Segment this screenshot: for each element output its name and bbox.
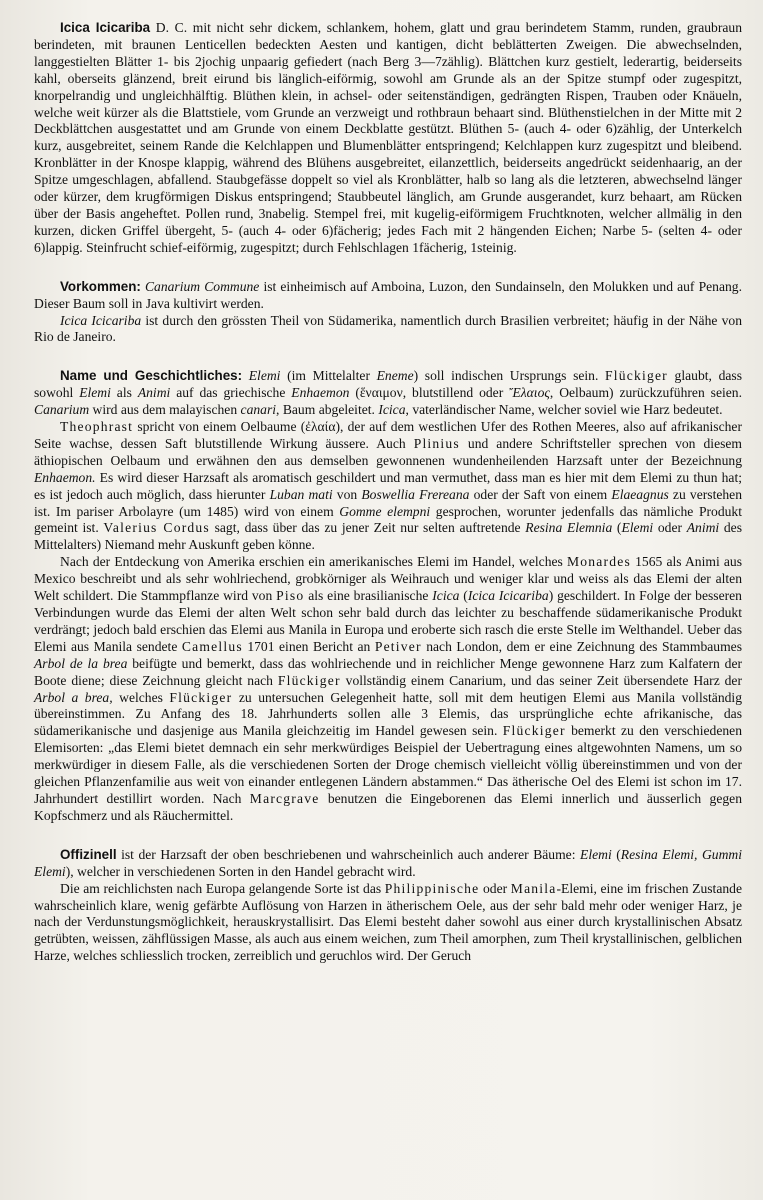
text: wird aus dem malayischen [89, 402, 241, 418]
text: Es wird dieser Harzsaft als aromatisch geschildert und man vermuthet, dass man es hier mit dem Elemi zu thun hat; es ist jedoch auch möglich, dass hierunter [34, 469, 742, 502]
text: 1565 als Animi aus Mexico beschreibt und als sehr wohlriechend, grobkörniger als Weihrauch und weniger klar und weiss als das Elemi der alten Welt schildert. Die Stammpflanze wird von [34, 554, 742, 604]
italic-term: canari [240, 402, 277, 418]
italic-term: Enhaemon [291, 385, 350, 401]
italic-term: Luban mati [269, 486, 333, 502]
text: Nach der Entdeckung von Amerika erschien ein amerikanisches Elemi im Handel, welches [60, 554, 567, 570]
text: (im Mittelalter [280, 368, 377, 384]
text: von [332, 486, 362, 502]
italic-term: Ἔλαιος [509, 385, 550, 401]
name-heading: Name und Geschichtliches: [60, 368, 243, 384]
history-paragraph-1 [34, 419, 742, 554]
text: , vaterländischer Name, welcher soviel wie Harz bedeutet. [405, 402, 723, 418]
vorkommen-heading: Vorkommen: [60, 278, 141, 294]
text: oder der Saft von einem [469, 486, 612, 502]
italic-term: Resina Elemnia [525, 520, 613, 536]
vorkommen-text: ist einheimisch auf Amboina, Luzon, den Sundainseln, den Molukken und auf Penang. Dieser Baum soll in Java kultivirt werden. [34, 278, 742, 311]
text: vollständig einem Canarium, und das seiner Zeit übersendete Harz der [340, 672, 742, 688]
text: ( [612, 520, 622, 536]
offizinell-paragraph-2 [34, 881, 742, 966]
text: -Elemi, eine im frischen Zustande wahrscheinlich klare, wenig gefärbte Auflösung von Harzen in ätherischem Oele, aus der sehr bald mehr oder weniger Harz, je nach der Verdunstungsmöglichkeit, herauskrystallisirt. Das Elemi besteht daher sowohl aus einer durch krystallinischen Absatz getrübten, weissen, zähflüssigen Masse, als auch aus einem weichen, zum Theil amorphen, zum Theil krystallinischen, gelblichen Harze, welches schliesslich trocken, zerreiblich und geruchlos wird. Der Geruch [34, 880, 742, 964]
author-name: Valerius Cordus [103, 520, 210, 536]
text: oder [653, 520, 687, 536]
text: und andere Schriftsteller sprechen von diesem äthiopischen Oelbaum und erwähnen den aus demselben gewonnenen wundenheilenden Harzsaft unter der Bezeichnung [34, 435, 742, 468]
text: beifügte und bemerkt, dass das wohlriechende und in reichlicher Menge gewonnene Harz zum Kalfatern der Boote diene; diese Zeichnung gleicht nach [34, 655, 743, 688]
author-name: Flückiger [169, 689, 233, 705]
author-name: Camellus [181, 638, 243, 654]
text: zu verstehen ist. Im pariser Arbolayre (um 1485) wird von einem [34, 486, 743, 519]
text: ( [459, 588, 468, 604]
text: , Baum abgeleitet. [276, 402, 379, 418]
italic-term: Enhaemon. [34, 469, 96, 485]
italic-term: Icica Icicariba [467, 588, 549, 604]
text: ) soll indischen Ursprungs sein. [413, 368, 606, 384]
species-name: Icica Icicariba [60, 20, 151, 35]
author-name: Theophrast [60, 419, 134, 435]
text: des Mittelalters) Niemand mehr Auskunft geben könne. [34, 520, 743, 553]
spaced-term: Philippinische [384, 880, 480, 896]
text: gesprochen, worunter jedenfalls das nämliche Produkt gemeint ist. [34, 503, 742, 536]
text: bemerkt zu den verschiedenen Elemisorten: „das Elemi bietet demnach ein sehr merkwürdiges Beispiel der Uebertragung eines altgewohnten Namens, um so merkwürdiger in diesem Falle, als die verschiedenen Sorten der Droge chemisch vielleicht völlig übereinstimmen und von der gleichen Pflanzenfamilie aus weit von einander entlegenen Ländern abstammen.“ Das ätherische Oel des Elemi ist schon im 17. Jahrhundert destillirt worden. Nach [34, 723, 742, 806]
italic-term: Gomme elempni [339, 503, 431, 519]
italic-term: Resina Elemi, Gummi Elemi [34, 846, 742, 879]
text: glaubt, dass sowohl [34, 368, 742, 401]
text: zu untersuchen Gelegenheit hatte, soll mit dem heutigen Elemi aus Manila vollständig übereinstimmen. Zu Anfang des 18. Jahrhunderts sollen alle 3 Elemis, das ursprüngliche echte afrikanische, das südamerikanische und dasjenige aus Manila gleichzeitig im Handel gewesen sein. [34, 689, 742, 739]
vorkommen-paragraph-2 [34, 313, 742, 347]
text: , Oelbaum) zurückzuführen seien. [549, 385, 742, 401]
author-name: Marcgrave [249, 790, 320, 806]
italic-term: Elemi [580, 846, 612, 862]
species-ref: Icica Icicariba [60, 312, 142, 328]
text-column [34, 20, 742, 965]
italic-term: Animi [137, 385, 171, 401]
italic-term: Boswellia Frereana [361, 486, 470, 502]
italic-term: Icica [378, 402, 406, 418]
text: 1701 einen Bericht an [242, 638, 375, 654]
spaced-term: Manila [510, 880, 557, 896]
text: als eine brasilianische [304, 588, 433, 604]
italic-term: Canarium [34, 402, 90, 418]
text: ), welcher in verschiedenen Sorten in den Handel gebracht wird. [65, 863, 416, 879]
author-name: Flückiger [605, 368, 668, 384]
author-name: Flückiger [502, 723, 566, 739]
name-paragraph [34, 368, 742, 419]
italic-term: Elaeagnus [611, 486, 669, 502]
text: spricht von einem Oelbaume (ἐλαία), der auf dem westlichen Ufer des Rothen Meeres, also auf afrikanischer Seite wachse, dessen Saft blutstillende Wirkung äussere. Auch [34, 419, 742, 451]
vorkommen-paragraph [34, 279, 742, 313]
italic-term: Eneme [376, 368, 414, 384]
offizinell-paragraph [34, 847, 742, 881]
text: (ἕναιμον, blutstillend oder [349, 385, 510, 401]
italic-term: Animi [686, 520, 720, 536]
italic-term: Icica [432, 588, 460, 604]
history-paragraph-2 [34, 554, 742, 825]
text: nach London, dem er eine Zeichnung des Stammbaumes [421, 638, 742, 654]
italic-term: Elemi [248, 368, 281, 384]
italic-term: Elemi [79, 385, 111, 401]
text: ) geschildert. In Folge der besseren Verbindungen wurde das Elemi der alten Welt schon sehr bald durch das leichter zu beschaffende südamerikanische Produkt verdrängt; jedoch bald erschien das Elemi aus Manila in Europa und eroberte sich rasch die erste Stelle im Welthandel. Ueber das Elemi aus Manila sendete [34, 588, 742, 654]
species-ref: Canarium Commune [144, 278, 260, 294]
text: ( [611, 846, 621, 862]
description-paragraph [34, 20, 742, 257]
description-text: D. C. mit nicht sehr dickem, schlankem, hohem, glatt und grau berindetem Stamm, runden, graubraun berindeten, mit braunen Lenticellen bedeckten Aesten und kantigen, dicht beblätterten Zweigen. Die abwechselnden, langgestielten Blätter 1- bis 2jochig unpaarig gefiedert (nach Berg 3—7zählig). Blättchen kurz gestielt, lederartig, beiderseits kahl, oberseits glänzend, breit eirund bis länglich-eiförmig, sowohl am Grunde als an der Spitze stumpf oder zugespitzt, knorpelrandig und ungleichhälftig. Blüthen klein, in achsel- oder seitenständigen, gedrängten Rispen, Trauben oder Knäueln, welche weit kürzer als die Blattstiele, vom Grunde an verzweigt und rothbraun behaart sind. Blüthenstielchen in der Mitte mit 2 Deckblättchen ausgestattet und am Grunde von einem Deckblatte gestützt. Blüthen 5- (auch 4- oder 6)zählig, der Unterkelch kurz, ausgebreitet, seinem Rande die Kelchlappen und Blumenblätter entspringend; Kelchlappen kurz zugespitzt und bleibend. Kronblätter in der Knospe klappig, während des Blühens ausgebreitet, eilanzettlich, beiderseits angedrückt seidenhaarig, an der Spitze umgeschlagen, abfallend. Staubgefässe doppelt so viel als Kronblätter, halb so lang als die letzteren, abwechselnd länger oder kürzer, dem krugförmigen Diskus entspringend; Staubbeutel länglich, am Grunde ausgerandet, kurz behaart, am Rücken über der Basis angeheftet. Pollen rund, 3nabelig. Stempel frei, mit kugelig-eiförmigem Fruchtknoten, welcher allmälig in den kurzen, dicken Griffel übergeht, 5- (auch 4- oder 6)fächerig; jedes Fach mit 2 hängenden Eichen; Narbe 5- (selten 4- oder 6)lappig. Steinfrucht schief-eiförmig, zugespitzt; durch Fehlschlagen 1fächerig, 1steinig. [34, 20, 743, 255]
text: benutzen die Eingeborenen das Elemi innerlich und äusserlich gegen Kopfschmerz und als Räuchermittel. [34, 790, 743, 823]
author-name: Flückiger [277, 672, 341, 688]
text: sagt, dass über das zu jener Zeit nur selten auftretende [209, 520, 526, 536]
author-name: Piso [276, 588, 305, 604]
author-name: Petiver [374, 638, 422, 654]
italic-term: Elemi [621, 520, 654, 536]
author-name: Plinius [413, 435, 460, 451]
author-name: Monardes [567, 554, 631, 570]
text: oder [479, 880, 511, 896]
italic-term: Arbol de la brea [34, 655, 128, 671]
text: als [110, 385, 138, 401]
italic-term: Arbol a brea, [34, 689, 113, 705]
text: Die am reichlichsten nach Europa gelangende Sorte ist das [60, 880, 385, 896]
text: welches [112, 689, 170, 705]
offizinell-heading: Offizinell [60, 846, 117, 862]
vorkommen-text: ist durch den grössten Theil von Südamerika, namentlich durch Brasilien verbreitet; häufig in der Nähe von Rio de Janeiro. [34, 312, 742, 345]
text: ist der Harzsaft der oben beschriebenen und wahrscheinlich auch anderer Bäume: [116, 846, 581, 862]
text: auf das griechische [170, 385, 292, 401]
